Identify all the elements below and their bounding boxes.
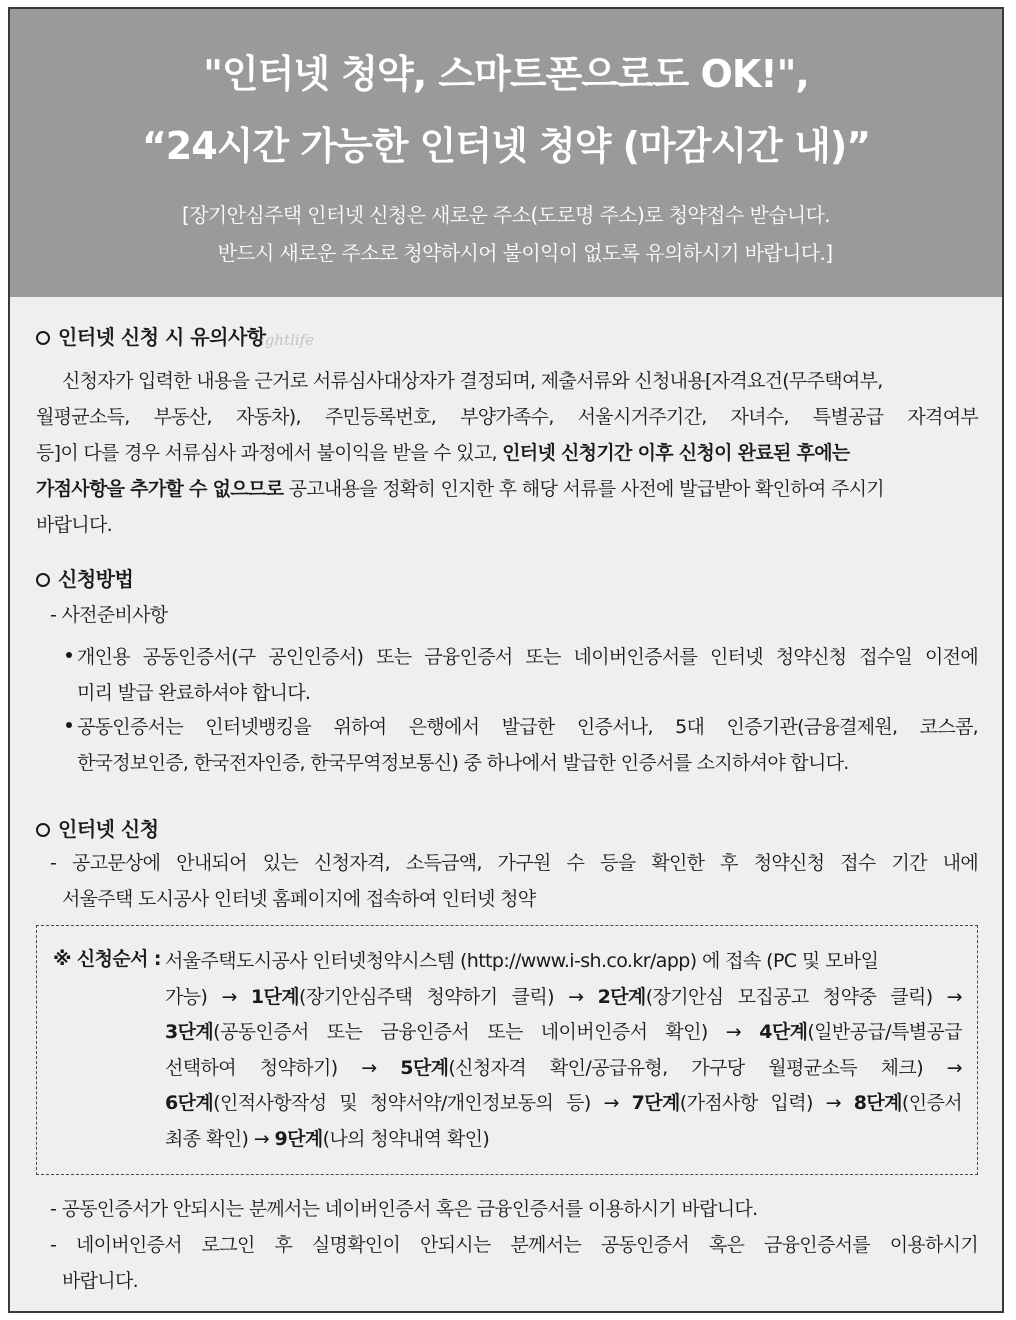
procedure-line: 서울주택도시공사 인터넷청약시스템 (http://www.i-sh.co.kr/app) 에 접속 (PC 및 모바일 (165, 950, 879, 972)
step-1: 1단계 (250, 985, 300, 1008)
section-heading-precautions (36, 321, 266, 350)
note-line: - 네이버인증서 로그인 후 실명확인이 안되시는 분께서는 공동인증서 혹은 금융인증서를 이용하시기 (50, 1234, 978, 1256)
step-2: 2단계 (597, 985, 646, 1008)
text-emphasis: 가점사항을 추가할 수 없으므로 (36, 478, 284, 500)
bullet-line: 한국정보인증, 한국전자인증, 한국무역정보통신) 중 하나에서 발급한 인증서를 소지하셔야 합니다. (77, 752, 849, 774)
bullet-line (66, 639, 978, 675)
footer-notes (50, 1191, 978, 1299)
text-normal: (장기안심 모집공고 청약중 클릭) → (645, 985, 962, 1008)
note-line: - 공동인증서가 안되시는 분께서는 네이버인증서 혹은 금융인증서를 이용하시기 바랍니다. (50, 1198, 758, 1220)
bullet-item (66, 709, 978, 781)
paragraph-line: 신청자가 입력한 내용을 근거로 서류심사대상자가 결정되며, 제출서류와 신청내용[자격요건(무주택여부, (62, 370, 883, 392)
circle-bullet-icon (36, 823, 50, 837)
step-3: 3단계 (165, 1021, 214, 1043)
bullet-line (66, 709, 978, 745)
section-heading-text: 인터넷 신청 시 유의사항 (58, 325, 266, 349)
bullet-text: 개인용 공동인증서(구 공인인증서) 또는 금융인증서 또는 네이버인증서를 인터넷 청약신청 접수일 이전에 (77, 646, 978, 668)
subheading-text: - 사전준비사항 (50, 604, 168, 626)
section-heading-internet-apply (36, 813, 159, 842)
procedure-line (165, 1051, 962, 1087)
notice-frame (8, 7, 1004, 1313)
procedure-box (36, 925, 978, 1175)
text-normal: (공동인증서 또는 금융인증서 또는 네이버인증서 확인) → (213, 1021, 760, 1043)
bullet-text: 공동인증서는 인터넷뱅킹을 위하여 은행에서 발급한 인증서나, 5대 인증기관(금융결제원, 코스콤, (77, 716, 978, 738)
section-heading-text: 신청방법 (58, 567, 134, 591)
prep-subheading (50, 597, 167, 633)
text-normal: (신청자격 확인/공급유형, 가구당 월평균소득 체크) → (448, 1056, 963, 1079)
circle-bullet-icon (36, 331, 50, 345)
text-normal: 공고내용을 정확히 인지한 후 해당 서류를 사전에 발급받아 확인하여 주시기 (283, 478, 884, 500)
text-normal: (일반공급/특별공급 (807, 1021, 962, 1043)
precautions-paragraph (36, 363, 978, 543)
text-emphasis: 인터넷 신청기간 이후 신청이 완료된 후에는 (502, 442, 850, 464)
procedure-line (165, 980, 962, 1016)
step-4: 4단계 (759, 1021, 808, 1043)
dot-bullet-icon (66, 652, 72, 658)
note-line: 바랍니다. (62, 1270, 138, 1292)
notice-line-2: 반드시 새로운 주소로 청약하시어 불이익이 없도록 유의하시기 바랍니다.] (217, 241, 833, 265)
text-normal: (가점사항 입력) → (679, 1092, 854, 1114)
internet-apply-paragraph (50, 845, 978, 917)
step-8: 8단계 (853, 1092, 902, 1114)
notice-line-1: [장기안심주택 인터넷 신청은 새로운 주소(도로명 주소)로 청약접수 받습니다. (182, 203, 830, 227)
step-7: 7단계 (631, 1092, 680, 1114)
text-normal: (장기안심주택 청약하기 클릭) → (299, 985, 598, 1008)
text-normal: (인증서 (901, 1092, 962, 1114)
procedure-line (165, 1015, 962, 1051)
step-5: 5단계 (400, 1056, 449, 1079)
circle-bullet-icon (36, 573, 50, 587)
procedure-line (165, 1086, 962, 1122)
paragraph-line (36, 471, 978, 507)
dot-bullet-icon (66, 722, 72, 728)
section-heading-method (36, 563, 133, 592)
paragraph-line: 서울주택 도시공사 인터넷 홈페이지에 접속하여 인터넷 청약 (62, 888, 536, 910)
title-line-1: "인터넷 청약, 스마트폰으로도 OK!", (203, 52, 809, 96)
step-6: 6단계 (165, 1092, 214, 1114)
text-normal: (나의 청약내역 확인) (322, 1127, 490, 1150)
bullet-item (66, 639, 978, 711)
paragraph-line: - 공고문상에 안내되어 있는 신청자격, 소득금액, 가구원 수 등을 확인한 후 청약신청 접수 기간 내에 (50, 852, 978, 874)
watermark: ightlife (260, 331, 315, 349)
procedure-steps (165, 944, 962, 1157)
text-normal: 최종 확인) → (165, 1127, 275, 1150)
paragraph-line: 바랍니다. (36, 514, 112, 536)
procedure-line (165, 1122, 962, 1158)
text-normal: 선택하여 청약하기) → (165, 1056, 401, 1079)
text-normal: (인적사항작성 및 청약서약/개인정보동의 등) → (213, 1092, 632, 1114)
step-9: 9단계 (274, 1127, 323, 1150)
paragraph-line (36, 435, 978, 471)
bullet-line: 미리 발급 완료하셔야 합니다. (77, 682, 311, 704)
paragraph-line: 월평균소득, 부동산, 자동차), 주민등록번호, 부양가족수, 서울시거주기간, 자녀수, 특별공급 자격여부 (36, 406, 978, 428)
section-heading-text: 인터넷 신청 (58, 817, 159, 841)
header-banner (10, 9, 1002, 297)
procedure-label: ※ 신청순서 : (53, 948, 161, 970)
title-line-2: “24시간 가능한 인터넷 청약 (마감시간 내)” (141, 124, 871, 168)
text-normal: 가능) → (165, 985, 251, 1008)
text-normal: 등]이 다를 경우 서류심사 과정에서 불이익을 받을 수 있고, (36, 442, 503, 464)
